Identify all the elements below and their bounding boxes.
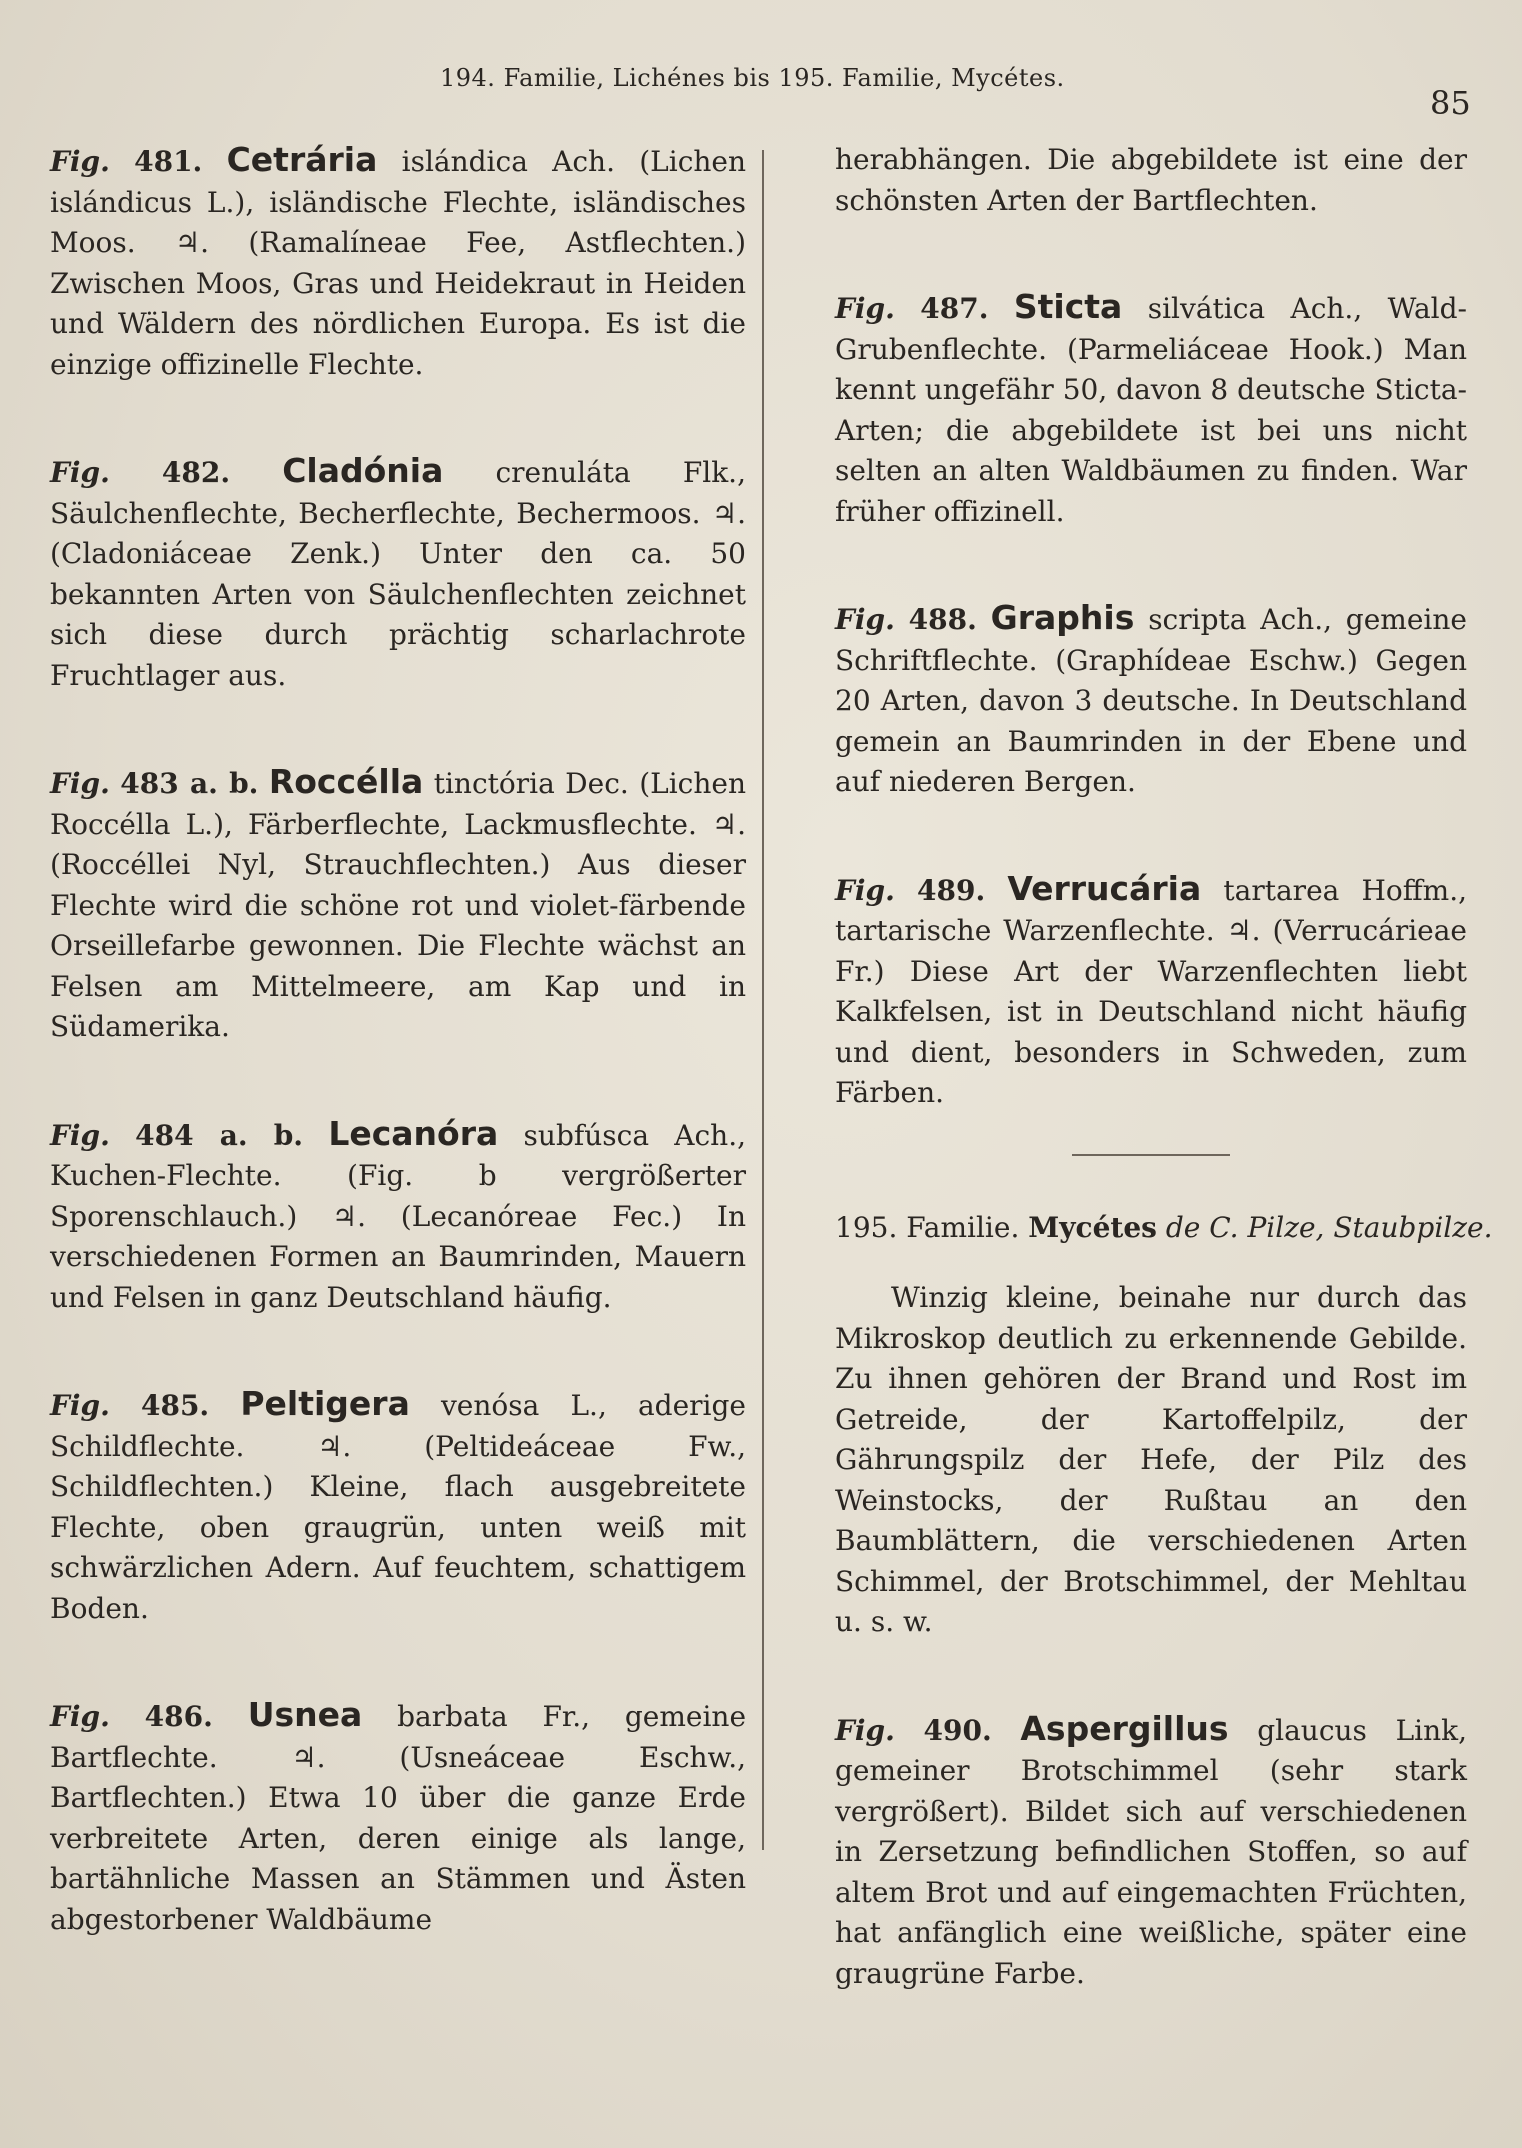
entry-fig-485	[50, 1384, 746, 1629]
entry-text: glaucus Link, gemeiner Brotschimmel (sehr stark vergrößert). Bildet sich auf verschiedenen in Zersetzung befindlichen Stoffen, so auf altem Brot und auf eingemachten Früchten, hat anfänglich eine weißliche, später eine graugrüne Farbe.	[835, 1713, 1468, 1990]
family-authority: de C.	[1165, 1210, 1239, 1244]
fig-label: Fig.	[835, 873, 895, 907]
entry-text: islándica Ach. (Lichen islándicus L.), isländische Flechte, isländisches Moos. ♃. (Ramalíneae Fee, Astflechten.) Zwischen Moos, Gras und Heidekraut in Heiden und Wäldern des nördlichen Europa. Es ist die einzige offizinelle Flechte.	[50, 145, 747, 381]
entry-text: subfúsca Ach., Kuchen-Flechte. (Fig. b vergrößerter Sporenschlauch.) ♃. (Lecanóreae Fec.) In verschiedenen Formen an Baumrinden, Mauern und Felsen in ganz Deutschland häufig.	[50, 1118, 747, 1314]
family-common-names: Pilze, Staubpilze.	[1247, 1210, 1493, 1244]
fig-label: Fig.	[50, 1700, 110, 1733]
fig-label: Fig.	[50, 1118, 110, 1152]
fig-number: 486.	[144, 1700, 213, 1733]
entry-text: silvática Ach., Wald-Grubenflechte. (Parmeliáceae Hook.) Man kennt ungefähr 50, davon 8 deutsche Sticta-Arten; die abgebildete ist bei uns nicht selten an alten Waldbäumen zu finden. War früher offizinell.	[835, 292, 1468, 528]
genus-name: Verrucária	[1007, 868, 1202, 908]
fig-number: 489.	[917, 873, 986, 907]
entry-fig-488	[835, 598, 1467, 803]
page-number: 85	[1430, 84, 1471, 122]
entry-text: barbata Fr., gemeine Bartflechte. ♃. (Usneáceae Eschw., Bartflechten.) Etwa 10 über die ganze Erde verbreitete Arten, deren einige als lange, bartähnliche Massen an Stämmen und Ästen abgestorbener Waldbäume	[50, 1700, 747, 1936]
fig-label: Fig.	[50, 1389, 110, 1422]
family-intro: Winzig kleine, beinahe nur durch das Mikroskop deutlich zu erkennende Gebilde. Zu ihnen gehören der Brand und Rost im Getreide, der Kartoffelpilz, der Gährungspilz der Hefe, der Pilz des Weinstocks, der Rußtau an den Baumblättern, die verschiedenen Arten Schimmel, der Brotschimmel, der Mehltau u. s. w.	[835, 1281, 1467, 1638]
genus-name: Cetrária	[226, 140, 378, 179]
entry-fig-482	[50, 451, 746, 696]
fig-label: Fig.	[50, 456, 110, 489]
right-column	[835, 140, 1493, 2060]
genus-name: Usnea	[247, 1695, 363, 1734]
fig-label: Fig.	[50, 145, 110, 178]
entry-text: venósa L., aderige Schildflechte. ♃. (Peltideáceae Fw., Schildflechten.) Kleine, flach ausgebreitete Flechte, oben graugrün, unten weiß mit schwärzlichen Adern. Auf feuchtem, schattigem Boden.	[50, 1389, 747, 1625]
genus-name: Cladónia	[282, 451, 444, 490]
genus-name: Roccélla	[268, 762, 424, 801]
genus-name: Aspergillus	[1020, 1708, 1229, 1748]
entry-text: crenuláta Flk., Säulchenflechte, Becherflechte, Bechermoos. ♃. (Cladoniáceae Zenk.) Unter den ca. 50 bekannten Arten von Säulchenflechten zeichnet sich diese durch prächtig scharlachrote Fruchtlager aus.	[50, 456, 746, 692]
fig-label: Fig.	[835, 603, 895, 636]
fig-number: 481.	[134, 145, 203, 178]
family-heading	[835, 1208, 1493, 1249]
fig-number: 487.	[920, 292, 989, 325]
family-name: Mycétes	[1028, 1210, 1157, 1244]
entry-text: scripta Ach., gemeine Schriftflechte. (Graphídeae Eschw.) Gegen 20 Arten, davon 3 deutsche. In Deutschland gemein an Baumrinden in der Ebene und auf niederen Bergen.	[835, 603, 1467, 798]
genus-name: Sticta	[1013, 287, 1123, 326]
entry-fig-484	[50, 1114, 746, 1319]
entry-fig-483	[50, 762, 746, 1048]
genus-name: Peltigera	[240, 1384, 410, 1423]
fig-label: Fig.	[835, 1713, 895, 1747]
entry-fig-489	[835, 869, 1467, 1114]
fig-number: 483 a. b.	[120, 767, 259, 800]
entry-fig-490	[835, 1709, 1467, 1995]
genus-name: Graphis	[990, 598, 1135, 637]
fig-number: 488.	[908, 603, 977, 636]
column-rule	[762, 150, 764, 1850]
running-head: 194. Familie, Lichénes bis 195. Familie, Mycétes.	[440, 64, 1065, 92]
entry-fig-487	[835, 287, 1467, 532]
entry-continuation: herabhängen. Die abgebildete ist eine der schönsten Arten der Bartflechten.	[835, 143, 1467, 217]
fig-label: Fig.	[835, 292, 895, 325]
genus-name: Lecanóra	[328, 1113, 499, 1153]
entry-text: tinctória Dec. (Lichen Roccélla L.), Färberflechte, Lackmusflechte. ♃. (Roccéllei Nyl, Strauchflechten.) Aus dieser Flechte wird die schöne rot und violet-färbende Orseillefarbe gewonnen. Die Flechte wächst an Felsen am Mittelmeere, am Kap und in Südamerika.	[50, 767, 746, 1043]
family-number: 195. Familie.	[835, 1210, 1020, 1244]
entry-fig-486	[50, 1695, 746, 1940]
fig-number: 485.	[140, 1389, 210, 1422]
fig-number: 482.	[161, 456, 231, 489]
section-divider	[1072, 1154, 1230, 1156]
fig-number: 490.	[923, 1713, 992, 1747]
entry-text: tartarea Hoffm., tartarische Warzenflechte. ♃. (Verrucárieae Fr.) Diese Art der Warzenflechten liebt Kalkfelsen, ist in Deutschland nicht häufig und dient, besonders in Schweden, zum Färben.	[835, 873, 1468, 1109]
fig-number: 484 a. b.	[135, 1118, 304, 1152]
fig-label: Fig.	[50, 767, 110, 800]
left-column	[50, 140, 746, 2006]
entry-fig-481	[50, 140, 746, 385]
